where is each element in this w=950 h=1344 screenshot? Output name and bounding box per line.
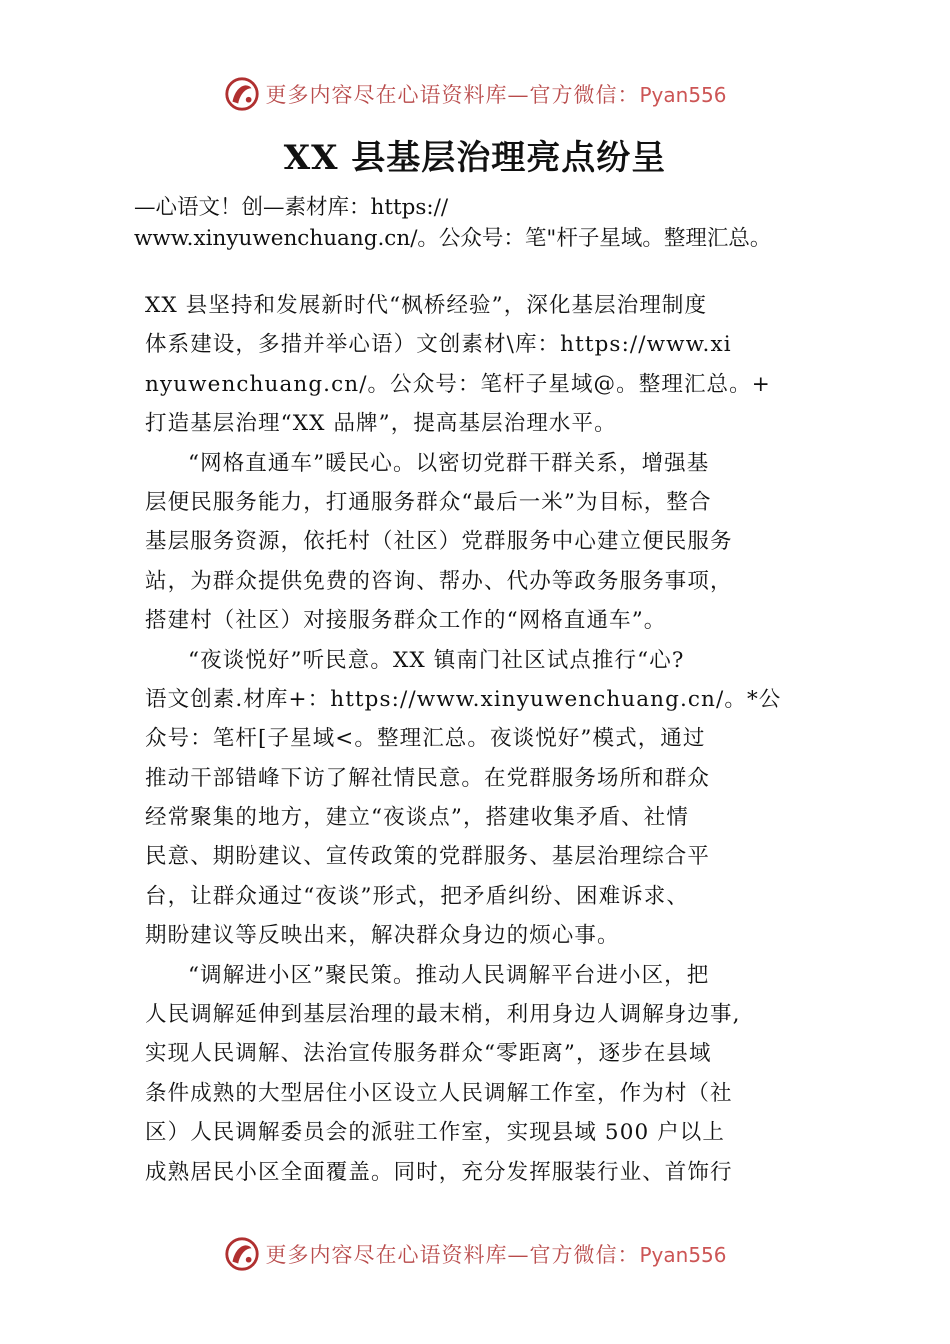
- text-line: “调解进小区”聚民策。推动人民调解平台进小区，把: [188, 962, 710, 988]
- text-line: 站，为群众提供免费的咨询、帮办、代办等政务服务事项，: [145, 568, 733, 594]
- header-banner: [0, 72, 950, 116]
- banner-text: 更多内容尽在心语资料库—官方微信：Pyan556: [265, 1243, 727, 1267]
- text-line: 层便民服务能力，打通服务群众“最后一米”为目标，整合: [145, 489, 712, 515]
- text-line: 推动干部错峰下访了解社情民意。在党群服务场所和群众: [145, 765, 711, 791]
- brand-logo-icon: [223, 75, 261, 113]
- text-line: 语文创素.材库+：https://www.xinyuwenchuang.cn/。*公: [145, 686, 782, 712]
- paragraph: [145, 956, 810, 1192]
- text-line: 打造基层治理“XX 品牌”，提高基层治理水平。: [145, 411, 617, 437]
- banner-text: 更多内容尽在心语资料库—官方微信：Pyan556: [265, 83, 727, 107]
- text-line: 基层服务资源，依托村（社区）党群服务中心建立便民服务: [145, 529, 733, 555]
- text-line: “夜谈悦好”听民意。XX 镇南门社区试点推行“心?: [188, 647, 685, 673]
- paragraph: [145, 286, 810, 444]
- brand-logo-icon: [223, 1235, 261, 1273]
- paragraph: [145, 444, 810, 641]
- document-body: [145, 286, 810, 1192]
- paragraph: [145, 641, 810, 956]
- text-line: 台，让群众通过“夜谈”形式，把矛盾纠纷、困难诉求、: [145, 883, 689, 909]
- text-line: 区）人民调解委员会的派驻工作室，实现县域 500 户以上: [145, 1120, 726, 1146]
- text-line: 人民调解延伸到基层治理的最末梢，利用身边人调解身边事,: [145, 1002, 741, 1028]
- text-line: 众号：笔杆[子星域<。整理汇总。夜谈悦好”模式，通过: [145, 726, 706, 752]
- text-line: 期盼建议等反映出来，解决群众身边的烦心事。: [145, 923, 620, 949]
- text-line: 条件成熟的大型居住小区设立人民调解工作室，作为村（社: [145, 1080, 733, 1106]
- text-line: 搭建村（社区）对接服务群众工作的“网格直通车”。: [145, 608, 667, 634]
- text-line: 经常聚集的地方，建立“夜谈点”，搭建收集矛盾、社情: [145, 805, 689, 831]
- source-line: www.xinyuwenchuang.cn/。公众号：笔"杆子星域。整理汇总。: [134, 226, 772, 251]
- source-line: —心语文！创—素材库：https://: [134, 195, 449, 220]
- text-line: nyuwenchuang.cn/。公众号：笔杆子星域@。整理汇总。+: [145, 371, 771, 397]
- text-line: XX 县坚持和发展新时代“枫桥经验”，深化基层治理制度: [145, 293, 708, 318]
- footer-banner: [0, 1232, 950, 1276]
- text-line: “网格直通车”暖民心。以密切党群干群关系，增强基: [188, 450, 710, 476]
- document-title: XX 县基层治理亮点纷呈: [283, 138, 667, 178]
- source-note: [134, 192, 934, 254]
- text-line: 实现人民调解、法治宣传服务群众“零距离”，逐步在县域: [145, 1041, 712, 1067]
- text-line: 体系建设，多措并举心语）文创素材\库：https://www.xi: [145, 332, 732, 358]
- text-line: 民意、期盼建议、宣传政策的党群服务、基层治理综合平: [145, 844, 711, 870]
- text-line: 成熟居民小区全面覆盖。同时，充分发挥服装行业、首饰行: [145, 1159, 733, 1185]
